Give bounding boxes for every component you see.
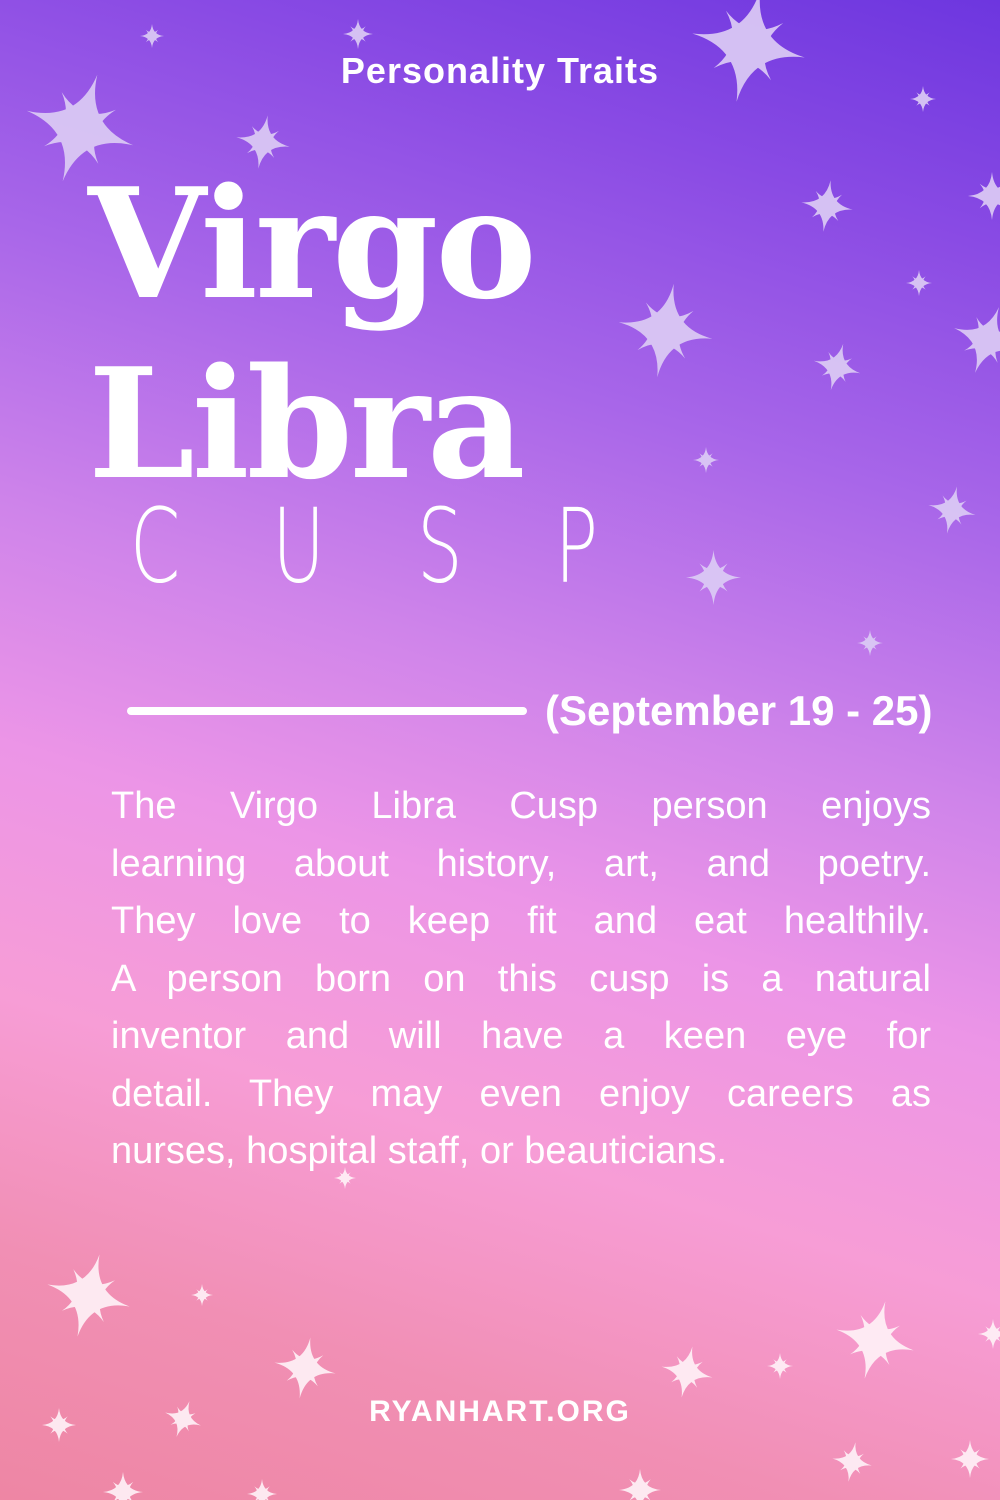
paragraph-line: They love to keep fit and eat healthily. [111, 900, 931, 942]
sparkle-icon [269, 1332, 341, 1404]
sparkle-icon [36, 1243, 140, 1347]
date-range: (September 19 - 25) [545, 687, 933, 734]
description-paragraph [111, 778, 931, 1181]
date-row [127, 681, 957, 741]
site-name: RYANHART.ORG [369, 1395, 631, 1428]
sparkle-icon [906, 270, 932, 296]
title-virgo: Virgo [88, 154, 534, 333]
sparkle-icon [656, 1341, 718, 1403]
sparkle-icon [191, 1284, 213, 1306]
title-cusp: CUSP [130, 486, 691, 606]
title-libra: Libra [88, 334, 523, 513]
sparkle-icon [829, 1439, 875, 1485]
sparkle-icon [767, 1353, 793, 1379]
sparkle-icon [619, 1469, 661, 1500]
sparkle-icon [103, 1472, 143, 1500]
paragraph-line: nurses, hospital staff, or beauticians. [111, 1130, 728, 1172]
sparkle-icon [610, 275, 720, 385]
sparkle-icon [968, 172, 1000, 220]
sparkle-icon [686, 550, 741, 605]
sparkle-icon [808, 338, 867, 397]
divider-line [127, 707, 527, 715]
sparkle-icon [247, 1479, 277, 1500]
paragraph-line: learning about history, art, and poetry. [111, 842, 931, 885]
sparkle-icon [798, 177, 857, 236]
sparkle-icon [140, 24, 164, 48]
paragraph-line: The Virgo Libra Cusp person enjoys [111, 785, 931, 827]
sparkle-icon [857, 630, 883, 656]
paragraph-line: A person born on this cusp is a natural [111, 957, 931, 1000]
sparkle-icon [951, 1440, 989, 1478]
sparkle-icon [826, 1291, 924, 1389]
sparkle-icon [924, 482, 981, 539]
paragraph-line: inventor and will have a keen eye for [111, 1015, 931, 1057]
sparkle-icon [343, 19, 373, 49]
eyebrow-label: Personality Traits [340, 50, 660, 91]
sparkle-icon [978, 1319, 1000, 1349]
sparkle-icon [942, 295, 1000, 385]
sparkle-icon [693, 447, 719, 473]
paragraph-line: detail. They may even enjoy careers as [111, 1072, 931, 1115]
